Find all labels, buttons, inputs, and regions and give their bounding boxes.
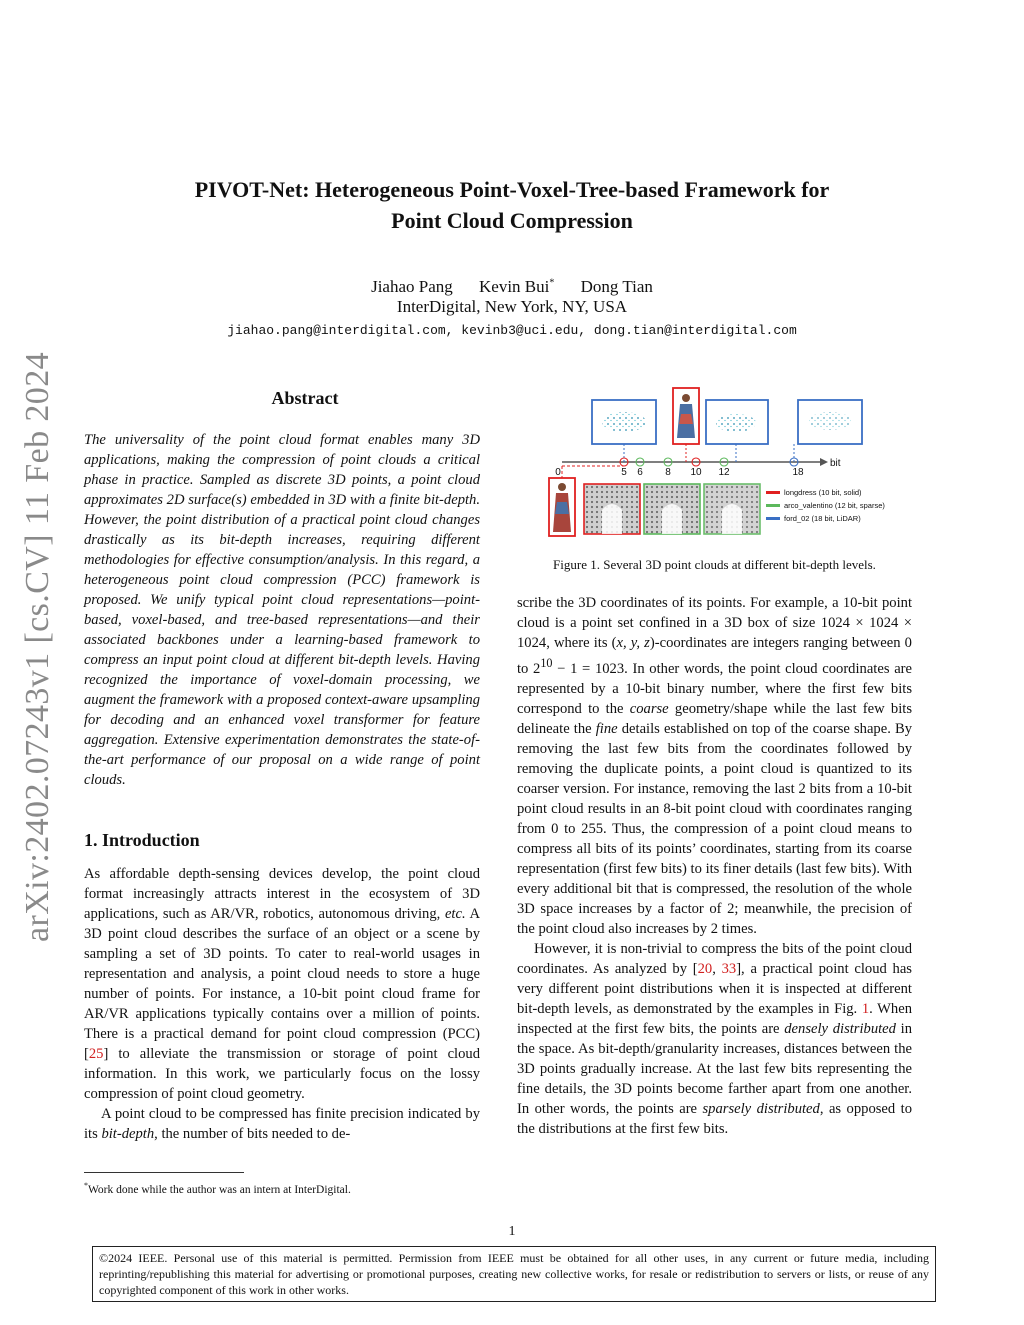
arch-panel-3 xyxy=(704,484,760,534)
abstract-text: The universality of the point cloud format enables many 3D applications, making the compression of point clouds a critical phase in practice. Sampled as discrete 3D points, a point cloud approximates 2D surface(s) embedded in 3D with a finite bit-depth. However, the point distribution of a practical point cloud changes drastically as its bit-depth increases, requiring different methodologies for effective consumption/analysis. In this regard, a heterogeneous point cloud compression (PCC) framework is proposed. We unify typical point cloud representations—point-based, voxel-based, and tree-based representations—and their associated backbones under a learning-based framework to compress an input point cloud at different bit-depth levels. Having recognized the importance of voxel-domain processing, we augment the framework with a proposed context-aware upsampling for decoding and an enhanced voxel transformer for feature aggregation. Extensive experimentation demonstrates the state-of-the-art performance of our proposal on a wide range of point clouds. xyxy=(84,432,480,788)
arch-panel-1 xyxy=(584,484,640,534)
author-emails[interactable]: jiahao.pang@interdigital.com, kevinb3@uci.edu, dong.tian@interdigital.com xyxy=(227,323,797,338)
tick-label: 0 xyxy=(555,467,561,478)
footnote: *Work done while the author was an intern at InterDigital. xyxy=(84,1181,351,1196)
citation-link[interactable]: 20 xyxy=(697,960,713,977)
author-list xyxy=(60,272,964,298)
arch-panel-2 xyxy=(644,484,700,534)
page-number: 1 xyxy=(508,1224,516,1239)
author-1: Jiahao Pang xyxy=(371,276,453,296)
lidar-panel-1 xyxy=(592,400,656,444)
affiliation: InterDigital, New York, NY, USA xyxy=(396,297,628,316)
copyright-notice: ©2024 IEEE. Personal use of this material is permitted. Permission from IEEE must be obtained for all other uses, in any current or future media, including reprinting/republishing this material for advertising or promotional purposes, creating new collective works, for resale or redistribution to servers or lists, or reuse of any copyrighted component of this work in other works. xyxy=(92,1246,936,1302)
title-line-1: PIVOT-Net: Heterogeneous Point-Voxel-Tree-based Framework for xyxy=(194,177,830,202)
tick-label: 5 xyxy=(621,467,627,478)
right-paragraph-2: However, it is non-trivial to compress the bits of the point cloud coordinates. As analyzed by [20, 33], a practical point cloud has very different point distributions when it is inspected at different bit-depth levels, as demonstrated by the examples in Fig. 1. When inspected at the first few bits, the points are densely distributed in the space. As bit-depth/granularity increases, distances between the 3D points gradually increase. At the last few bits representing the fine details, the 3D points become farther apart from one another. In other words, the points are sparsely distributed, as opposed to the distributions at the first few bits. xyxy=(517,940,913,1137)
figure-legend xyxy=(766,488,885,523)
footnote-divider xyxy=(84,1172,244,1173)
legend-entry: ford_02 (18 bit, LiDAR) xyxy=(784,514,861,523)
intro-heading: 1. Introduction xyxy=(84,830,200,850)
right-column-text xyxy=(517,593,912,1139)
author-2: Kevin Bui* xyxy=(479,276,555,296)
tick-label: 18 xyxy=(792,467,804,478)
lidar-panel-2 xyxy=(706,400,768,444)
abstract-heading: Abstract xyxy=(271,388,339,408)
longdress-bottom-panel xyxy=(549,478,575,536)
tick-label: 12 xyxy=(718,467,730,478)
tick-label: 8 xyxy=(665,467,671,478)
figure-link[interactable]: 1 xyxy=(861,1000,870,1017)
legend-entry: longdress (10 bit, solid) xyxy=(784,488,862,497)
author-3: Dong Tian xyxy=(580,276,653,296)
longdress-top-panel xyxy=(673,388,699,444)
title-line-2: Point Cloud Compression xyxy=(391,208,633,233)
figure-1 xyxy=(540,380,885,550)
intro-text xyxy=(84,864,480,1144)
figure-caption: Figure 1. Several 3D point clouds at different bit-depth levels. xyxy=(553,557,876,572)
right-paragraph-1: scribe the 3D coordinates of its points. For example, a 10-bit point cloud is a point set confined in a 3D box of size 1024 × 1024 × 1024, where its (x, y, z)-coordinates are integers ranging between 0 to $2^{10} - 1 = 1023$. In other words, the point cloud coordinates are represented by a 10-bit binary number, where the first few bits correspond to the coarse geometry/shape while the last few bits delineate the fine details established on top of the coarse shape. By removing the last few bits from the coordinates followed by removing the duplicate points, a point cloud is quantized to its coarser version. For instance, removing the last 2 bits from a 10-bit point cloud results in an 8-bit point cloud with coordinates ranging from 0 to 255. Thus, the compression of a point cloud means to compress all bits of its points’ coordinates, starting from its coarse representation (first few bits) to its finer details (last few bits). With every additional bit that is compressed, the resolution of the whole 3D space increases by a factor of 2; meanwhile, the precision of the point cloud also increases by 2 times. xyxy=(517,595,913,937)
axis-label: bit xyxy=(830,458,841,469)
intro-paragraph-2: A point cloud to be compressed has finite precision indicated by its bit-depth, the number of bits needed to de- xyxy=(84,1106,480,1142)
citation-link[interactable]: 33 xyxy=(721,960,737,977)
legend-entry: arco_valentino (12 bit, sparse) xyxy=(784,501,885,510)
citation-link[interactable]: 25 xyxy=(88,1046,104,1062)
lidar-panel-3 xyxy=(798,400,862,444)
paper-title xyxy=(60,174,964,236)
intro-paragraph-1: As affordable depth-sensing devices develop, the point cloud format increasingly attracts interest in the ecosystem of 3D applications, such as AR/VR, robotics, autonomous driving, etc. A 3D point cloud describes the surface of an object or a scene by sampling a set of 3D points. To cater to real-world usages in representation and analysis, a point cloud needs to store a huge number of points. For instance, a 10-bit point cloud frame for AR/VR applications typically contains over a million of points. There is a practical demand for point cloud compression (PCC) [25] to alleviate the transmission or storage of point cloud information. In this work, we particularly focus on the lossy compression of point cloud geometry. xyxy=(84,866,480,1102)
arxiv-watermark: arXiv:2402.07243v1 [cs.CV] 11 Feb 2024 xyxy=(19,352,56,942)
tick-label: 10 xyxy=(690,467,702,478)
tick-label: 6 xyxy=(637,467,643,478)
